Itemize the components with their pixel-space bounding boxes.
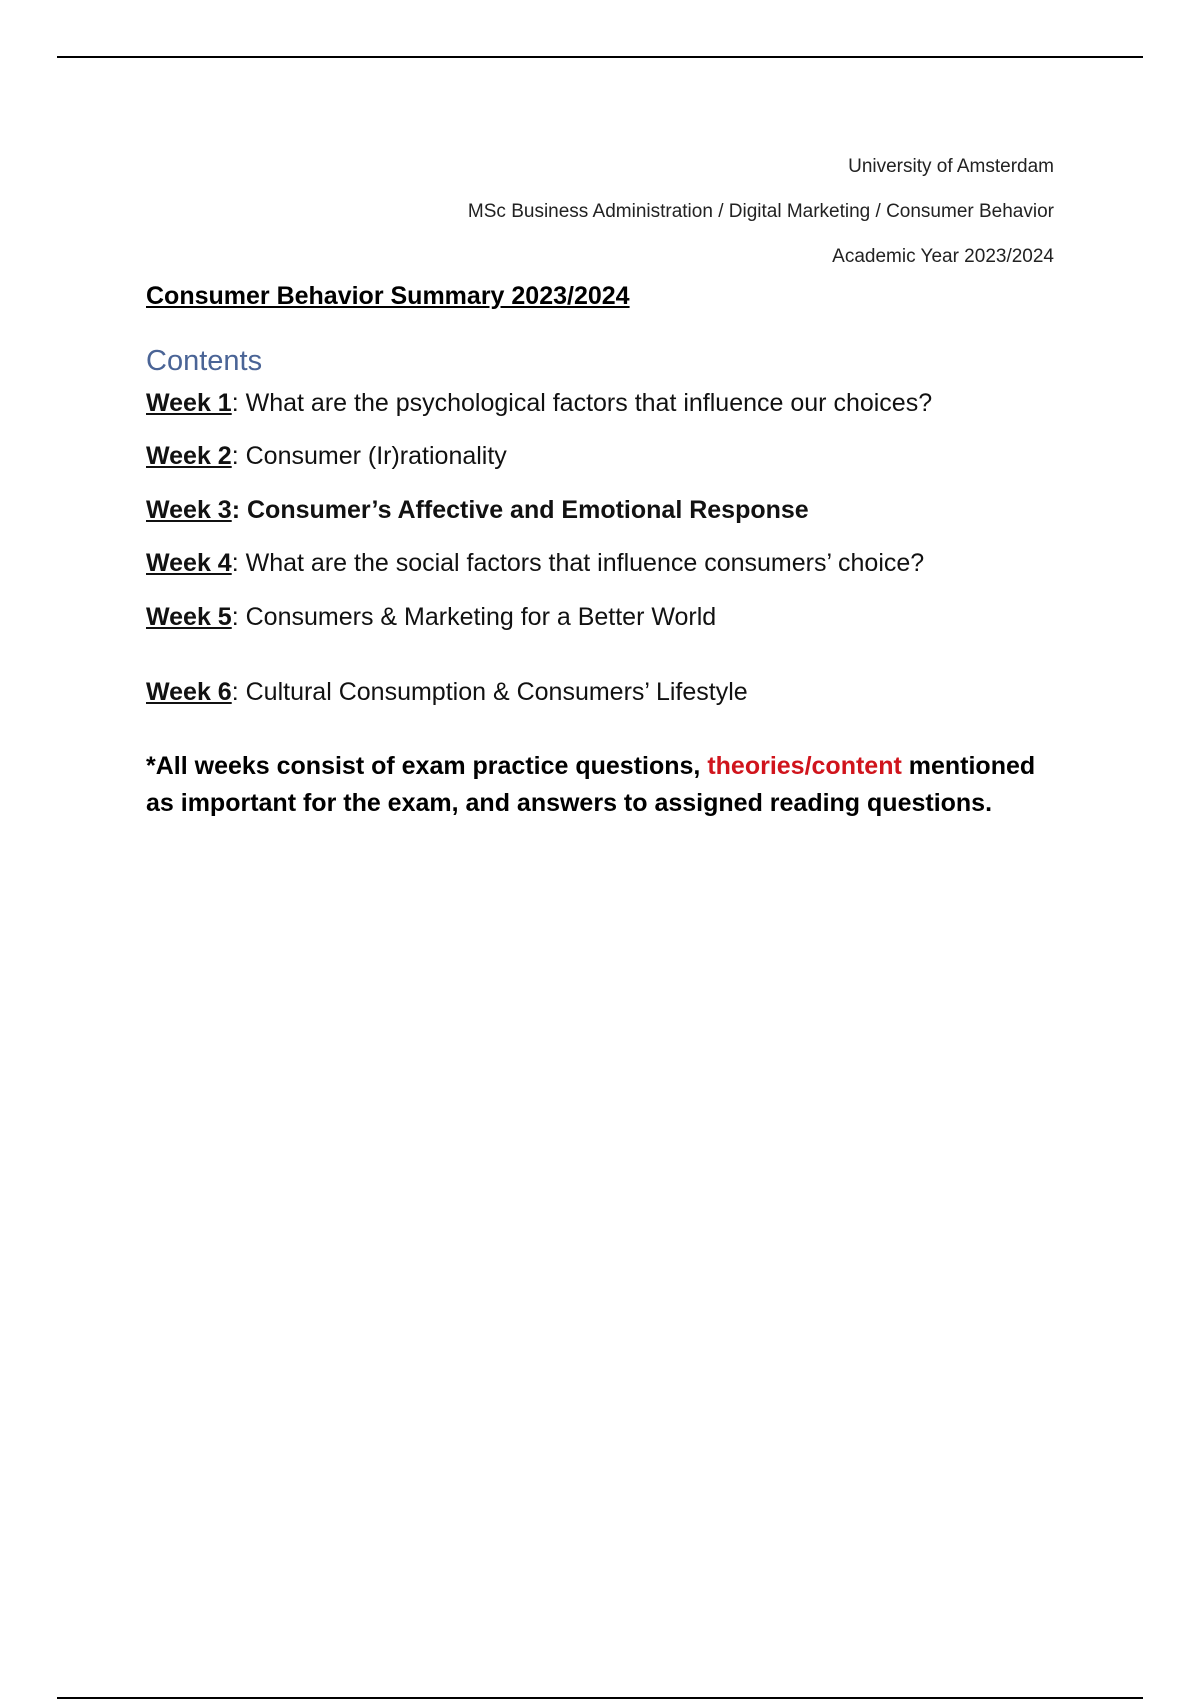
toc-separator: : [231,603,246,631]
toc-week-label: Week 3 [146,496,232,524]
toc-separator: : [231,389,246,417]
note-highlight: theories/content [707,752,902,780]
toc-separator: : [231,678,246,706]
university-name: University of Amsterdam [848,156,1054,177]
document-title: Consumer Behavior Summary 2023/2024 [146,282,630,310]
toc-item-week-6 [146,678,748,707]
exam-note [146,748,1066,822]
document-header [468,144,1054,279]
bottom-rule [57,1697,1143,1699]
toc-separator: : [231,496,247,524]
toc-week-label: Week 4 [146,549,232,577]
toc-week-title: What are the psychological factors that influence our choices? [245,389,933,417]
toc-item-week-3 [146,496,809,525]
toc-item-week-5 [146,603,716,632]
toc-item-week-1 [146,389,932,418]
toc-week-title: What are the social factors that influence consumers’ choice? [245,549,925,577]
toc-item-week-2 [146,442,507,471]
toc-separator: : [231,442,246,470]
toc-week-title: Consumers & Marketing for a Better World [245,603,717,631]
program-name: MSc Business Administration / Digital Marketing / Consumer Behavior [467,201,1054,222]
toc-week-label: Week 2 [146,442,232,470]
toc-week-label: Week 1 [146,389,232,417]
toc-week-label: Week 5 [146,603,232,631]
toc-week-title: Cultural Consumption & Consumers’ Lifestyle [245,678,748,706]
toc-week-title: Consumer (Ir)rationality [245,442,507,470]
toc-week-label: Week 6 [146,678,232,706]
academic-year: Academic Year 2023/2024 [832,246,1054,267]
contents-heading: Contents [146,345,263,377]
note-text-after: mentioned as important for the exam, and answers to assigned reading questions. [146,752,1036,817]
toc-item-week-4 [146,549,924,578]
toc-separator: : [231,549,246,577]
toc-week-title: Consumer’s Affective and Emotional Response [247,496,809,524]
top-rule [57,56,1143,58]
note-text-before: *All weeks consist of exam practice questions, [146,752,708,780]
